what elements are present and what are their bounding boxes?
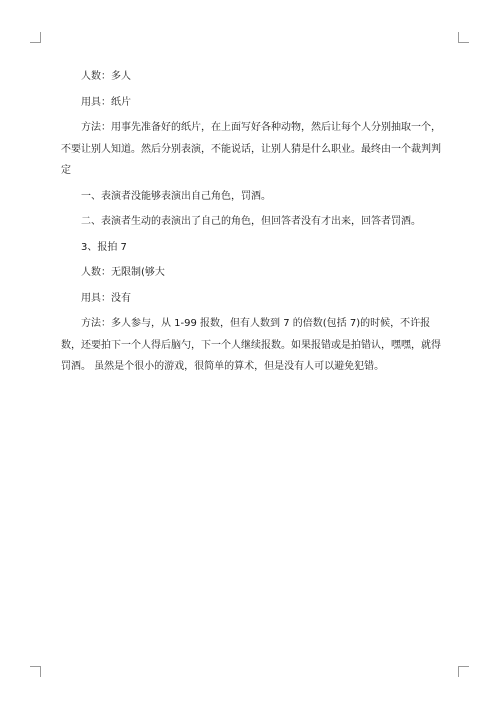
paragraph-rule-two: 二、表演者生动的表演出了自己的角色，但回答者没有才出来，回答者罚酒。 (81, 216, 421, 227)
paragraph-rule-one: 一、表演者没能够表演出自己角色，罚酒。 (81, 190, 271, 202)
paragraph-tools-2: 用具：没有 (81, 292, 131, 304)
crop-mark-bottom-left (30, 666, 41, 677)
paragraph-method: 方法：用事先准备好的纸片，在上面写好各种动物，然后让每个人分别抽取一个，不要让别人知道。然后分别表演，不能说话，让别人猜是什么职业。最终由一个裁判判定 (61, 122, 441, 176)
crop-mark-bottom-right (458, 666, 469, 677)
paragraph-people-count-2: 人数：无限制(够大 (81, 267, 165, 278)
section-heading-baopai-7: 3、报拍 7 (81, 241, 127, 253)
paragraph-tools: 用具：纸片 (81, 96, 131, 108)
crop-mark-top-left (30, 32, 41, 43)
paragraph-method-2: 方法：多人参与，从 1-99 报数，但有人数到 7 的倍数(包括 7)的时候，不许报数，还要拍下一个人得后脑勺，下一个人继续报数。如果报错或是拍错认，嘿嘿，就得罚酒。 虽然是个很小的游戏，很简单的算术，但是没有人可以避免犯错。 (61, 318, 441, 372)
crop-mark-top-right (458, 32, 469, 43)
document-body (61, 66, 441, 378)
paragraph-people-count: 人数：多人 (81, 71, 131, 82)
